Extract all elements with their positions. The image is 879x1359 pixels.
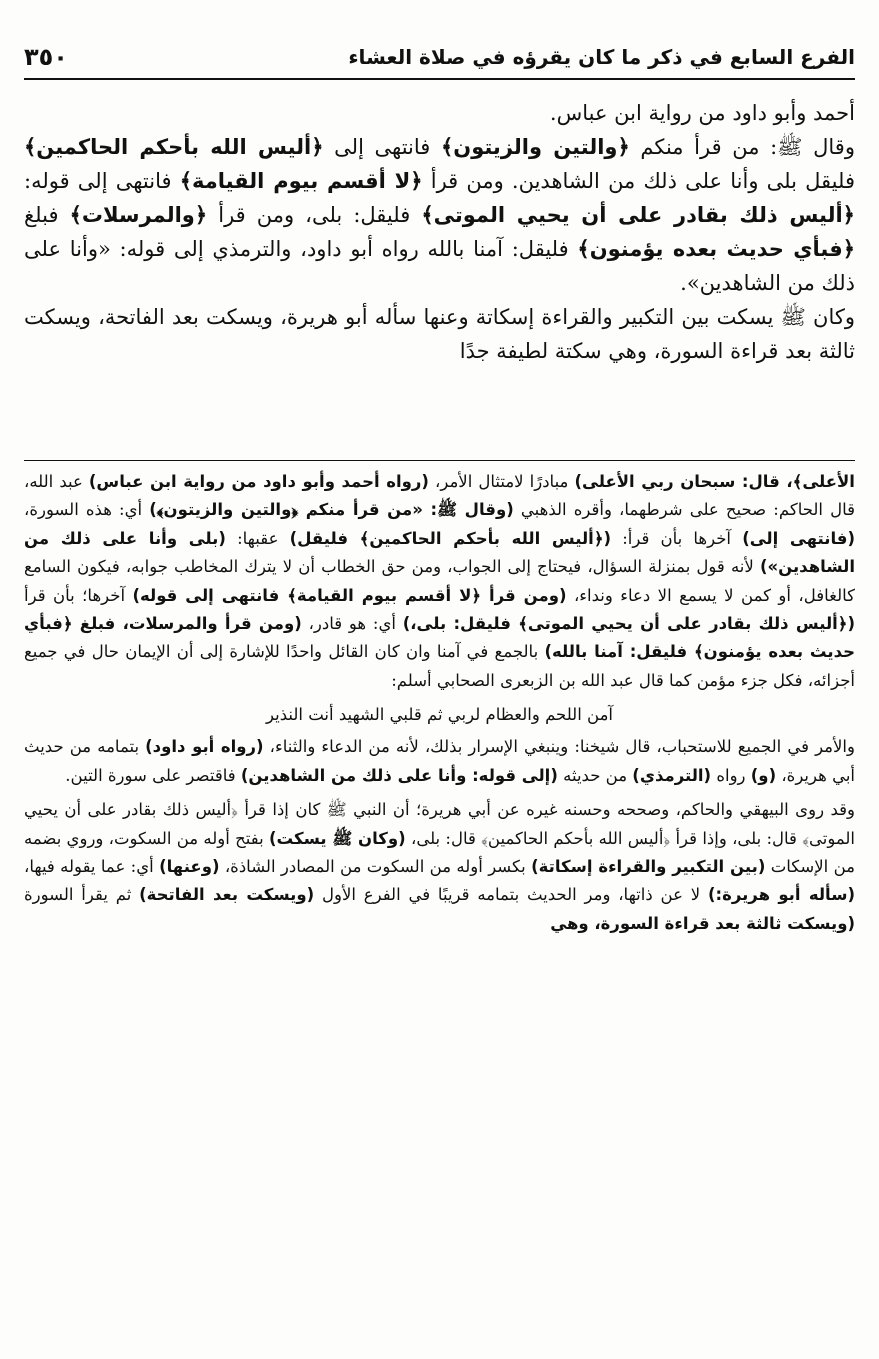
commentary-paragraph-1 xyxy=(24,468,855,695)
main-text xyxy=(24,96,855,454)
bold-text-run: (بلى وأنا على ذلك من الشاهدين») xyxy=(24,528,855,577)
text-run: آخرها؛ بأن قرأ xyxy=(24,585,133,605)
text-run: فليقل بلى وأنا على ذلك من الشاهدين. ومن قرأ xyxy=(422,169,855,194)
text-run: عقبها: xyxy=(225,528,290,548)
bold-text-run: (ويسكت بعد الفاتحة) xyxy=(139,885,315,905)
text-run: آخرها بأن قرأ: xyxy=(611,528,743,548)
bold-text-run: (فانتهى إلى) xyxy=(742,528,855,548)
bold-text-run: (﴿أليس ذلك بقادر على أن يحيي الموتى﴾ فليقل: بلى،) xyxy=(402,613,855,633)
bold-text-run: الأعلى﴾، قال: سبحان ربي الأعلى) xyxy=(574,472,855,491)
footnote-divider xyxy=(24,460,855,461)
main-paragraph-2 xyxy=(24,130,855,300)
bold-text-run: (بين التكبير والقراءة إسكاتة) xyxy=(531,856,766,876)
poem-verse: آمن اللحم والعظام لربي ثم قلبي الشهيد أنت النذير xyxy=(266,705,613,724)
bold-text-run: ﴿لا أقسم بيوم القيامة﴾ xyxy=(179,169,423,194)
bold-text-run: (ومن قرأ والمرسلات، فبلغ ﴿فبأي حديث بعده يؤمنون﴾ فليقل: آمنا بالله) xyxy=(24,613,855,662)
text-run: بتمامه من حديث أبي هريرة، xyxy=(24,737,855,785)
text-run: مبادرًا لامتثال الأمر، xyxy=(428,472,575,491)
main-paragraph-1: أحمد وأبو داود من رواية ابن عباس. xyxy=(549,101,855,125)
text-run: بفتح أوله من السكوت، وروي بضمه من الإسكات xyxy=(24,828,855,876)
text-run: أي: عما يقوله فيها، xyxy=(24,856,160,876)
bold-text-run: ﴿فبأي حديث بعده يؤمنون﴾ xyxy=(577,237,855,262)
text-run: فانتهى إلى قوله: xyxy=(24,169,180,194)
bold-text-run: (إلى قوله: وأنا على ذلك من الشاهدين) xyxy=(240,765,558,785)
bold-text-run: (و) xyxy=(750,765,777,785)
text-run: أي: هو قادر، xyxy=(301,613,403,633)
bold-text-run: ﴿والتين والزيتون﴾ xyxy=(440,135,630,160)
bold-text-run: (وعنها) xyxy=(159,856,220,876)
bold-text-run: ﴿أليس الله بأحكم الحاكمين﴾ xyxy=(24,135,324,160)
page-header xyxy=(24,36,855,80)
text-run: لا عن ذاتها، ومر الحديث بتمامه قريبًا في الفرع الأول xyxy=(314,885,708,905)
text-run: بالجمع في آمنا وان كان القائل واحدًا للإشارة إلى أن الإيمان حال في جميع أجزائه، فكل جزء مؤمن كما قال عبد الله بن الزبعرى الصحابي أسلم: xyxy=(24,642,855,690)
text-run: فليقل: آمنا بالله رواه أبو داود، والترمذي إلى قوله: «وأنا على ذلك من الشاهدين». xyxy=(24,237,855,296)
page-number: ٣٥٠ xyxy=(24,43,68,71)
commentary-paragraph-3 xyxy=(24,796,855,938)
bold-text-run: ﴿أليس ذلك بقادر على أن يحيي الموتى﴾ xyxy=(421,203,855,228)
bold-text-run: (رواه أبو داود) xyxy=(145,737,264,757)
bold-text-run: ﴿والمرسلات﴾ xyxy=(69,203,208,228)
bold-text-run: (وكان ﷺ يسكت) xyxy=(268,828,406,848)
text-run: فاقتصر على سورة التين. xyxy=(65,765,241,785)
text-run: فليقل: بلى، ومن قرأ xyxy=(207,203,422,228)
text-run: فبلغ xyxy=(24,203,70,228)
text-run: وقد روى البيهقي والحاكم، وصححه وحسنه غيره عن أبي هريرة؛ أن النبي ﷺ كان إذا قرأ ﴿أليس ذلك بقادر على أن يحيي الموتى﴾ قال: بلى، وإذا قرأ ﴿أليس الله بأحكم الحاكمين﴾ قال: بلى، xyxy=(24,800,855,848)
bold-text-run: (ومن قرأ ﴿لا أقسم بيوم القيامة﴾ فانتهى إلى قوله) xyxy=(132,585,567,605)
text-run: والأمر في الجميع للاستحباب، قال شيخنا: وينبغي الإسرار بذلك، لأنه من الدعاء والثناء، xyxy=(263,737,855,757)
text-run: من حديثه xyxy=(557,765,633,785)
commentary-paragraph-2 xyxy=(24,733,855,790)
text-run: وقال ﷺ: من قرأ منكم xyxy=(629,135,855,160)
text-run: ثم يقرأ السورة xyxy=(24,885,140,905)
text-run: أي: هذه السورة، xyxy=(24,500,150,520)
bold-text-run: (وقال ﷺ: «من قرأ منكم ﴿والتين والزيتون﴾) xyxy=(149,500,514,520)
main-paragraph-3: وكان ﷺ يسكت بين التكبير والقراءة إسكاتة وعنها سأله أبو هريرة، ويسكت بعد الفاتحة، ويسكت ثالثة بعد قراءة السورة، وهي سكتة لطيفة جدًا xyxy=(24,305,855,364)
running-title: الفرع السابع في ذكر ما كان يقرؤه في صلاة العشاء xyxy=(348,45,855,69)
bold-text-run: (سأله أبو هريرة:) xyxy=(707,885,855,905)
commentary xyxy=(24,468,855,1310)
text-run: فانتهى إلى xyxy=(323,135,441,160)
bold-text-run: (الترمذي) xyxy=(632,765,712,785)
bold-text-run: (رواه أحمد وأبو داود من رواية ابن عباس) xyxy=(88,472,429,491)
text-run: رواه xyxy=(711,765,751,785)
text-run: بكسر أوله من السكوت من المصادر الشاذة، xyxy=(219,856,532,876)
text-run: لأنه قول بمنزلة السؤال، فيحتاج إلى الجواب، ومن حق الخطاب أن لا يترك المخاطب جوابه، فيكون السامع كالغافل، أو كمن لا يسمع الا دعاء ونداء، xyxy=(24,557,855,605)
text-run: عبد الله، قال الحاكم: صحيح على شرطهما، وأقره الذهبي xyxy=(24,472,855,520)
bold-text-run: (﴿أليس الله بأحكم الحاكمين﴾ فليقل) xyxy=(289,528,612,548)
bold-text-run: (ويسكت ثالثة بعد قراءة السورة، وهي xyxy=(550,913,855,933)
